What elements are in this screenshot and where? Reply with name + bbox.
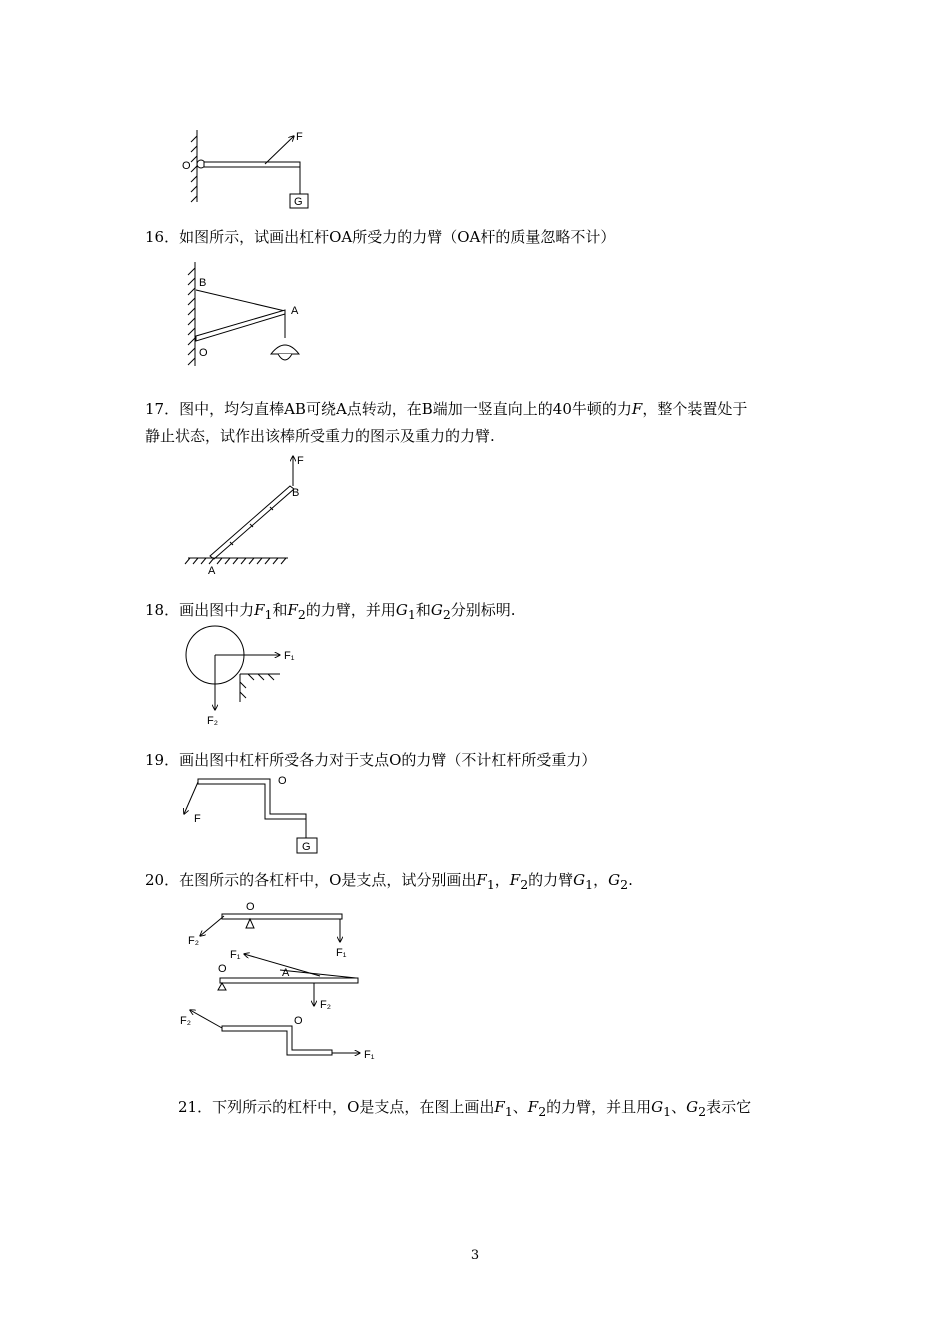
question-16: 16．如图所示，试画出杠杆OA所受力的力臂（OA杆的质量忽略不计） bbox=[145, 228, 616, 246]
top-label-f2: F₂ bbox=[188, 935, 199, 947]
question-18: 18．画出图中力$F_1$和$F_2$的力臂，并用$G_1$和$G_2$分别标明. bbox=[145, 601, 516, 622]
label-o: O bbox=[199, 347, 208, 359]
label-f1: F₁ bbox=[284, 650, 295, 662]
label-a: A bbox=[208, 565, 216, 577]
rod-oa bbox=[196, 310, 285, 341]
middle-pivot bbox=[218, 983, 226, 990]
page-number: 3 bbox=[470, 1248, 480, 1263]
figure-20-levers bbox=[180, 898, 390, 1068]
middle-label-f1: F₁ bbox=[230, 949, 241, 961]
label-f2: F₂ bbox=[207, 715, 218, 727]
question-17-line2: 静止状态，试作出该棒所受重力的图示及重力的力臂. bbox=[145, 427, 495, 445]
figure-16-lever bbox=[175, 258, 325, 373]
middle-label-o: O bbox=[218, 963, 227, 975]
label-g: G bbox=[302, 841, 311, 853]
lever-bar bbox=[204, 162, 300, 167]
figure-15-lever bbox=[170, 122, 330, 217]
figure-17-rod bbox=[180, 450, 310, 578]
label-o: O bbox=[278, 775, 287, 787]
lamp-shade bbox=[271, 345, 299, 354]
figure-18-wheel bbox=[180, 622, 310, 730]
label-a: A bbox=[291, 305, 299, 317]
label-g: G bbox=[294, 196, 303, 208]
bottom-force-f2 bbox=[190, 1010, 222, 1028]
question-19: 19．画出图中杠杆所受各力对于支点O的力臂（不计杠杆所受重力） bbox=[145, 751, 597, 769]
top-force-f2 bbox=[200, 916, 224, 936]
figure-19-bent-lever bbox=[178, 774, 328, 860]
wall bbox=[188, 262, 195, 366]
force-arrow bbox=[184, 782, 198, 814]
label-o: O bbox=[182, 160, 191, 172]
middle-label-f2: F₂ bbox=[320, 999, 331, 1011]
rod-ab bbox=[210, 486, 294, 559]
label-b: B bbox=[199, 277, 207, 289]
label-f: F bbox=[296, 131, 303, 143]
bottom-bent-lever bbox=[222, 1026, 332, 1055]
top-label-o: O bbox=[246, 901, 255, 913]
lamp-bulb bbox=[278, 354, 292, 360]
bent-lever bbox=[198, 779, 306, 819]
top-lever-bar bbox=[222, 914, 342, 919]
top-label-f1: F₁ bbox=[336, 947, 347, 959]
bottom-label-o: O bbox=[294, 1015, 303, 1027]
question-20: 20．在图所示的各杠杆中，O是支点，试分别画出$F_1$，$F_2$的力臂$G_1$，$G_2$. bbox=[145, 871, 633, 892]
ground bbox=[185, 558, 288, 564]
middle-rope bbox=[280, 970, 356, 978]
middle-label-a: A bbox=[282, 967, 290, 979]
wall bbox=[191, 130, 197, 202]
bottom-label-f2: F₂ bbox=[180, 1015, 191, 1027]
rope-ba bbox=[196, 290, 285, 311]
question-21: 21．下列所示的杠杆中，O是支点，在图上画出$F_1$、$F_2$的力臂，并且用$G_1$、$G_2$表示它 bbox=[178, 1098, 752, 1119]
question-17-line1: 17．图中，均匀直棒AB可绕A点转动，在B端加一竖直向上的40牛顿的力F，整个装置处于 bbox=[145, 400, 748, 418]
bottom-label-f1: F₁ bbox=[364, 1049, 375, 1061]
corner-support bbox=[240, 674, 280, 702]
force-arrow bbox=[265, 136, 294, 164]
label-f: F bbox=[194, 813, 201, 825]
top-pivot bbox=[246, 919, 254, 928]
label-f: F bbox=[297, 455, 304, 467]
label-b: B bbox=[292, 487, 300, 499]
